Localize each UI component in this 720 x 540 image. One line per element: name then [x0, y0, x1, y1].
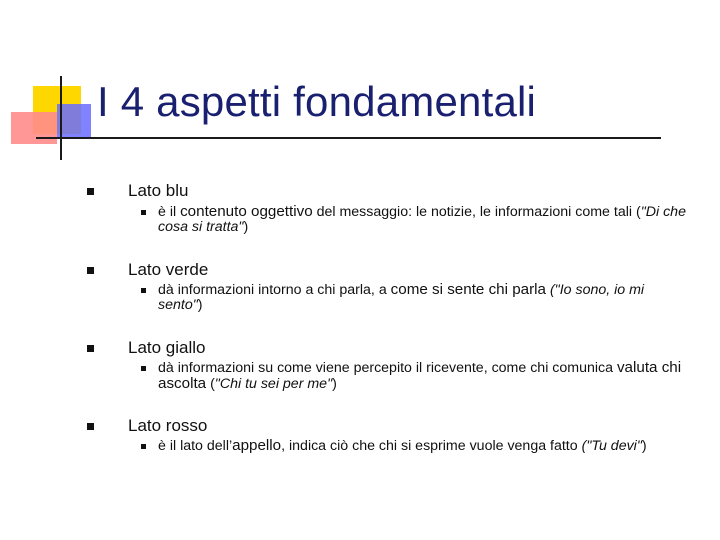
bullet-lato-giallo: Lato giallo [128, 338, 206, 357]
bullet-icon [87, 267, 94, 274]
sub-bullet-text: dà informazioni su come viene percepito il ricevente, come chi comunica valuta chi ascolta ("Chi tu sei per me") [158, 359, 682, 392]
sub-bullet-text: è il contenuto oggettivo del messaggio: le notizie, le informazioni come tali ("Di che cosa si tratta") [158, 203, 686, 235]
bullet-icon [87, 345, 94, 352]
bullet-icon [87, 423, 94, 430]
slide-title: I 4 aspetti fondamentali [97, 78, 537, 125]
sub-bullet-icon [141, 288, 146, 293]
bullet-lato-blu: Lato blu [128, 181, 189, 200]
sub-bullet-icon [141, 366, 146, 371]
bullet-lato-rosso: Lato rosso [128, 416, 208, 435]
bullet-icon [87, 188, 94, 195]
sub-bullet-icon [141, 444, 146, 449]
sub-bullet-text: è il lato dell’appello, indica ciò che chi si esprime vuole venga fatto ("Tu devi") [158, 437, 647, 454]
sub-bullet-text: dà informazioni intorno a chi parla, a come si sente chi parla ("Io sono, io mi sento") [158, 281, 645, 313]
sub-bullet-icon [141, 210, 146, 215]
bullet-lato-verde: Lato verde [128, 260, 209, 279]
